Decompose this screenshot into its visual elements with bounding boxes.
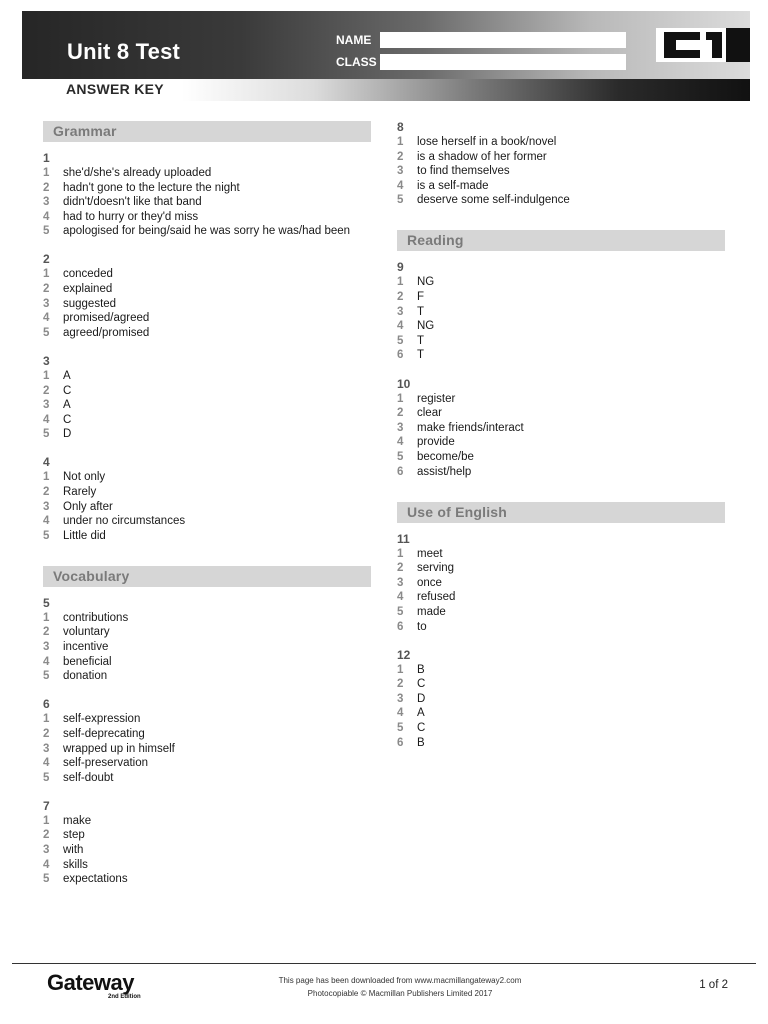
answer-number: 6 — [397, 465, 404, 478]
answer-text: agreed/promised — [63, 326, 150, 339]
answer-row — [397, 164, 725, 179]
brand-logo: Gateway — [47, 970, 134, 995]
answer-key-label: ANSWER KEY — [66, 81, 164, 97]
answer-row — [397, 465, 725, 480]
answer-number: 5 — [43, 326, 50, 339]
answer-row — [43, 872, 371, 887]
answer-text: lose herself in a book/novel — [417, 136, 557, 148]
answer-text: hadn't gone to the lecture the night — [63, 181, 240, 194]
answer-number: 5 — [397, 722, 404, 735]
answer-row — [43, 470, 371, 485]
answer-row — [43, 514, 371, 529]
exercise-9 — [397, 260, 725, 363]
answer-row — [43, 398, 371, 413]
answer-row — [43, 224, 371, 239]
answer-number: 1 — [43, 268, 50, 281]
answer-row — [397, 590, 725, 605]
answer-text: assist/help — [417, 465, 472, 478]
answer-text: step — [63, 829, 85, 842]
exercise-1 — [43, 151, 371, 239]
answer-text: make — [63, 814, 92, 827]
exercise-number: 9 — [397, 260, 404, 275]
answer-number: 1 — [397, 392, 404, 405]
exercise-number: 2 — [43, 252, 50, 267]
answer-number: 2 — [43, 486, 50, 498]
answer-number: 1 — [397, 136, 404, 148]
section-header — [43, 121, 371, 142]
answer-text: under no circumstances — [63, 515, 186, 528]
copyright-note: Photocopiable © Macmillan Publishers Limited 2017 — [307, 989, 493, 998]
answer-text: serving — [417, 562, 455, 575]
answer-row — [397, 406, 725, 421]
answer-row — [397, 305, 725, 320]
answer-number: 4 — [43, 757, 50, 770]
answer-text: self-doubt — [63, 771, 114, 784]
answer-text: self-expression — [63, 713, 141, 726]
answer-number: 4 — [397, 436, 404, 449]
answer-number: 5 — [43, 771, 50, 784]
answer-row — [43, 771, 371, 786]
answer-text: conceded — [63, 268, 113, 281]
answer-number: 5 — [43, 225, 50, 238]
answer-number: 6 — [397, 620, 404, 633]
answer-text: expectations — [63, 873, 128, 886]
answer-row — [43, 742, 371, 757]
answer-row — [43, 529, 371, 544]
exercise-number: 1 — [43, 151, 50, 165]
answer-number: 2 — [397, 407, 404, 420]
answer-number: 1 — [43, 713, 50, 726]
answer-number: 5 — [397, 605, 404, 618]
answer-number: 3 — [43, 742, 50, 755]
exercise-5 — [43, 596, 371, 684]
answer-number: 5 — [43, 529, 50, 542]
answer-text: is a shadow of her former — [417, 150, 547, 163]
answer-text: B — [417, 663, 425, 676]
answer-text: Only after — [63, 500, 113, 513]
answer-number: 4 — [397, 179, 404, 192]
answer-row — [43, 267, 371, 282]
answer-text: T — [417, 349, 425, 362]
answer-text: to find themselves — [417, 165, 510, 178]
answer-row — [397, 319, 725, 334]
answer-number: 4 — [43, 312, 50, 325]
answer-text: contributions — [63, 611, 129, 624]
answer-row — [43, 712, 371, 727]
level-logo — [656, 28, 750, 62]
answer-row — [397, 334, 725, 349]
answer-number: 2 — [43, 829, 50, 842]
answer-text: with — [63, 844, 84, 856]
exercise-11 — [397, 532, 725, 635]
answer-row — [43, 756, 371, 771]
answer-row — [43, 727, 371, 742]
section-title: Reading — [407, 232, 464, 249]
answer-row — [397, 179, 725, 194]
answer-number: 3 — [397, 165, 404, 178]
answer-text: clear — [417, 407, 442, 420]
answer-row — [397, 576, 725, 591]
exercise-4 — [43, 455, 371, 543]
answer-number: 5 — [397, 334, 404, 347]
answer-text: make friends/interact — [417, 421, 524, 434]
answer-row — [397, 135, 725, 150]
answer-number: 3 — [397, 421, 404, 434]
answer-row — [43, 828, 371, 843]
answer-row — [43, 655, 371, 670]
answer-text: become/be — [417, 450, 474, 463]
answer-text: made — [417, 605, 446, 618]
answer-number: 2 — [43, 727, 50, 740]
answer-row — [397, 348, 725, 363]
answer-number: 2 — [43, 626, 50, 639]
answer-text: explained — [63, 283, 113, 296]
answer-row — [43, 181, 371, 196]
answer-row — [397, 736, 725, 751]
answer-text: D — [417, 692, 426, 705]
answer-number: 1 — [43, 611, 50, 624]
answer-row — [397, 692, 725, 707]
answer-row — [43, 195, 371, 210]
answer-text: A — [63, 399, 71, 412]
answer-row — [43, 669, 371, 684]
answer-number: 5 — [43, 670, 50, 683]
exercise-number: 10 — [397, 376, 411, 391]
answer-text: C — [63, 413, 72, 426]
exercise-number: 4 — [43, 455, 50, 470]
left-column — [43, 121, 371, 900]
answer-text: NG — [417, 320, 435, 333]
answer-text: didn't/doesn't like that band — [63, 196, 202, 209]
section-header — [43, 566, 371, 587]
logo-text: C1 — [703, 61, 705, 62]
exercise-6 — [43, 697, 371, 785]
name-label: NAME — [336, 33, 372, 47]
answer-row — [43, 413, 371, 428]
answer-text: deserve some self-indulgence — [417, 194, 570, 207]
answer-row — [397, 193, 725, 208]
answer-text: NG — [417, 276, 435, 289]
answer-row — [43, 640, 371, 655]
answer-number: 2 — [43, 384, 50, 397]
answer-number: 3 — [43, 297, 50, 310]
answer-text: had to hurry or they'd miss — [63, 210, 199, 223]
answer-number: 4 — [397, 591, 404, 604]
answer-text: voluntary — [63, 626, 110, 639]
answer-row — [43, 369, 371, 384]
exercise-3 — [43, 354, 371, 442]
answer-row — [397, 677, 725, 692]
exercise-7 — [43, 799, 371, 887]
answer-row — [43, 326, 371, 341]
header-banner — [22, 11, 750, 79]
answer-number: 4 — [43, 413, 50, 426]
answer-number: 5 — [43, 873, 50, 886]
answer-text: suggested — [63, 297, 117, 310]
answer-text: C — [417, 678, 426, 691]
answer-row — [43, 485, 371, 500]
answer-row — [397, 706, 725, 721]
answer-row — [43, 858, 371, 873]
exercise-number: 7 — [43, 798, 50, 813]
answer-text: F — [417, 291, 425, 304]
answer-number: 1 — [43, 167, 50, 179]
section-title: Use of English — [407, 503, 508, 520]
answer-number: 3 — [43, 196, 50, 209]
answer-row — [43, 843, 371, 858]
answer-row — [43, 500, 371, 515]
answer-text: incentive — [63, 641, 109, 654]
right-column — [397, 120, 725, 764]
answer-text: T — [417, 305, 425, 318]
brand-edition: 2nd Edition — [108, 994, 141, 1000]
answer-text: apologised for being/said he was sorry he was/had been — [63, 225, 351, 238]
exercise-2 — [43, 252, 371, 340]
answer-row — [397, 450, 725, 465]
answer-text: donation — [63, 670, 108, 683]
footer-divider — [12, 963, 756, 964]
exercise-12 — [397, 648, 725, 751]
answer-text: she'd/she's already uploaded — [63, 167, 212, 179]
answer-number: 1 — [43, 814, 50, 827]
answer-number: 2 — [397, 291, 404, 304]
exercise-number: 3 — [43, 353, 50, 368]
exercise-8 — [397, 120, 725, 208]
answer-text: self-preservation — [63, 757, 149, 770]
answer-text: to — [417, 620, 427, 633]
section-title: Grammar — [53, 123, 117, 139]
answer-row — [43, 384, 371, 399]
answer-number: 1 — [397, 547, 404, 560]
page-title: Unit 8 Test — [67, 39, 181, 64]
answer-text: is a self-made — [417, 179, 489, 192]
answer-text: A — [63, 369, 71, 382]
answer-text: B — [417, 736, 425, 749]
class-field[interactable] — [380, 54, 626, 70]
answer-number: 1 — [397, 663, 404, 676]
answer-row — [397, 663, 725, 678]
answer-row — [397, 392, 725, 407]
answer-row — [397, 561, 725, 576]
answer-row — [397, 290, 725, 305]
answer-number: 3 — [397, 576, 404, 589]
answer-number: 6 — [397, 736, 404, 749]
answer-number: 4 — [43, 515, 50, 528]
answer-row — [43, 297, 371, 312]
exercise-number: 12 — [397, 647, 411, 662]
answer-row — [43, 814, 371, 829]
answer-number: 2 — [397, 678, 404, 691]
answer-number: 1 — [397, 276, 404, 289]
answer-row — [397, 421, 725, 436]
answer-text: once — [417, 576, 442, 589]
page-number: 1 of 2 — [699, 979, 728, 991]
answer-row — [397, 721, 725, 736]
answer-text: Rarely — [63, 486, 97, 498]
answer-row — [397, 275, 725, 290]
exercise-number: 6 — [43, 697, 50, 712]
answer-text: promised/agreed — [63, 312, 150, 325]
answer-number: 3 — [397, 305, 404, 318]
answer-row — [43, 625, 371, 640]
answer-row — [43, 311, 371, 326]
answer-number: 2 — [43, 181, 50, 194]
answer-text: meet — [417, 547, 443, 560]
answer-text: register — [417, 392, 456, 405]
answer-number: 6 — [397, 349, 404, 362]
answer-text: Little did — [63, 529, 106, 542]
answer-row — [43, 611, 371, 626]
answer-row — [397, 605, 725, 620]
answer-text: T — [417, 334, 425, 347]
answer-number: 2 — [397, 150, 404, 163]
answer-number: 4 — [43, 655, 50, 668]
answer-text: wrapped up in himself — [63, 742, 175, 755]
answer-number: 4 — [43, 858, 50, 871]
answer-number: 5 — [397, 450, 404, 463]
answer-number: 2 — [397, 562, 404, 575]
answer-row — [43, 166, 371, 181]
answer-text: refused — [417, 591, 456, 604]
exercise-number: 11 — [397, 531, 410, 546]
answer-row — [397, 547, 725, 562]
answer-text: beneficial — [63, 655, 112, 668]
exercise-number: 5 — [43, 595, 50, 610]
answer-text: self-deprecating — [63, 727, 145, 740]
answer-number: 4 — [43, 210, 50, 223]
answer-row — [397, 435, 725, 450]
exercise-10 — [397, 377, 725, 480]
exercise-number: 8 — [397, 120, 404, 134]
answer-text: A — [417, 707, 425, 720]
answer-text: Not only — [63, 471, 106, 484]
answer-text: skills — [63, 858, 88, 871]
answer-text: D — [63, 428, 72, 441]
name-field[interactable] — [380, 32, 626, 48]
answer-number: 1 — [43, 369, 50, 382]
answer-number: 3 — [43, 399, 50, 412]
answer-row — [397, 620, 725, 635]
answer-row — [43, 210, 371, 225]
answer-row — [397, 150, 725, 165]
answer-number: 5 — [397, 194, 404, 207]
section-header — [397, 502, 725, 523]
answer-number: 4 — [397, 320, 404, 333]
answer-row — [43, 282, 371, 297]
answer-number: 3 — [43, 500, 50, 513]
answer-row — [43, 427, 371, 442]
answer-number: 3 — [43, 844, 50, 856]
answer-key-bar — [22, 79, 750, 101]
answer-number: 4 — [397, 707, 404, 720]
section-header — [397, 230, 725, 251]
section-title: Vocabulary — [53, 567, 130, 584]
answer-number: 3 — [43, 641, 50, 654]
answer-text: C — [63, 384, 72, 397]
class-label: CLASS — [336, 55, 377, 69]
answer-number: 1 — [43, 471, 50, 484]
answer-number: 2 — [43, 283, 50, 296]
answer-number: 3 — [397, 692, 404, 705]
answer-number: 5 — [43, 428, 50, 441]
answer-text: provide — [417, 436, 455, 449]
answer-text: C — [417, 722, 426, 735]
download-note: This page has been downloaded from www.macmillangateway2.com — [278, 976, 522, 985]
